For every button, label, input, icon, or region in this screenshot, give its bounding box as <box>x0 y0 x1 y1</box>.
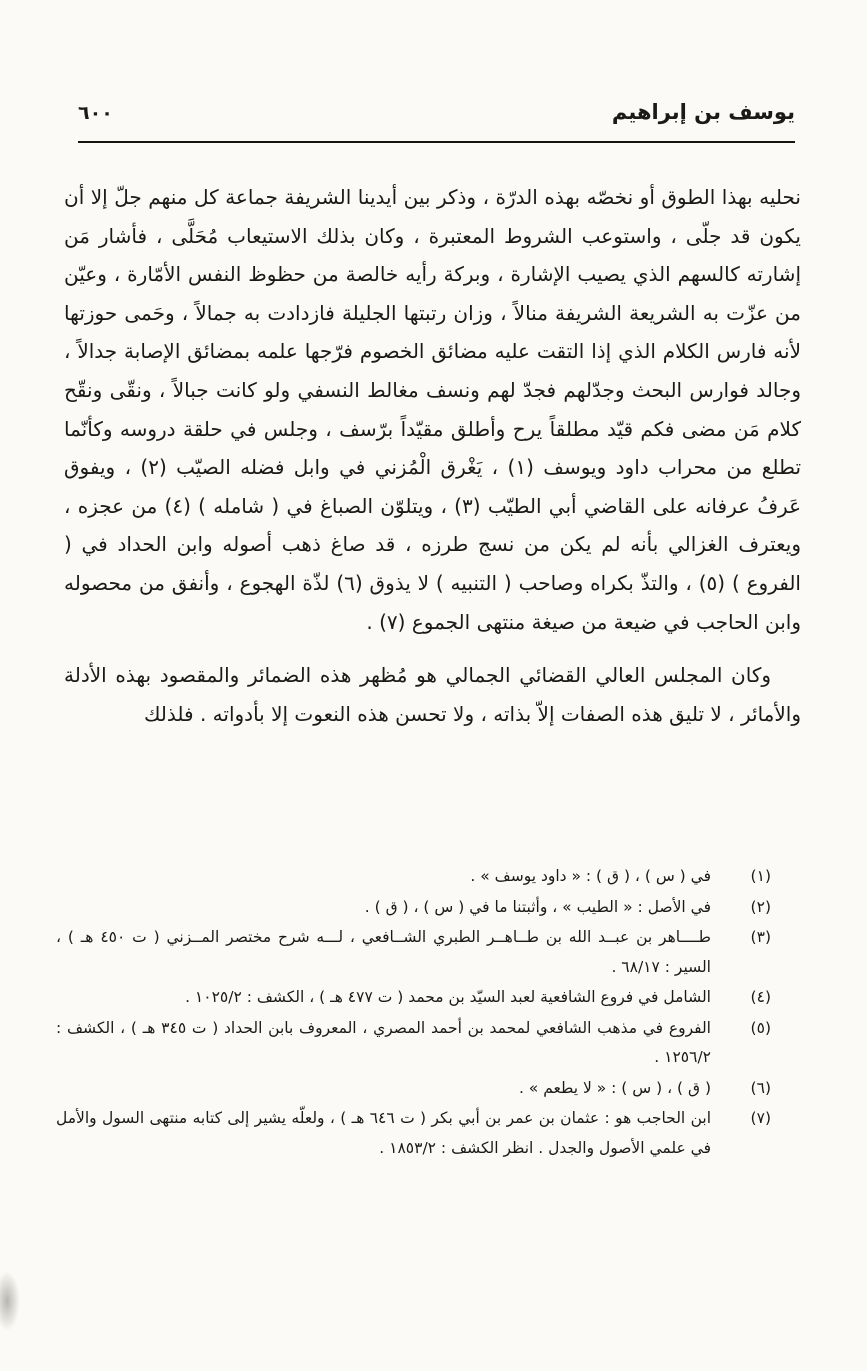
footnote-number: (١) <box>750 867 771 885</box>
footnote <box>56 1014 771 1073</box>
footnote-text: في الأصل : « الطيب » ، وأثبتنا ما في ( س ) ، ( ق ) . <box>364 897 711 916</box>
page-number: ٦٠٠ <box>78 102 113 124</box>
footnote <box>56 923 771 982</box>
running-head-title: يوسف بن إبراهيم <box>611 100 795 124</box>
footnote-text: ابن الحاجب هو : عثمان بن عمر بن أبي بكر ( ت ٦٤٦ هـ ) ، ولعلّه يشير إلى كتابه منتهى السول والأمل في علمي الأصول والجدل . انظر الكشف : ١٨٥٣/٢ . <box>56 1109 711 1157</box>
footnote-text: في ( س ) ، ( ق ) : « داود يوسف » . <box>470 867 711 885</box>
footnote-number: (٤) <box>750 988 771 1006</box>
footnote-number: (٧) <box>750 1109 771 1127</box>
paragraph-second: وكان المجلس العالي القضائي الجمالي هو مُظهر هذه الضمائر والمقصود بهذه الأدلة والأمائر ، لا تليق هذه الصفات إلاّ بذاته ، ولا تحسن هذه النعوت إلا بأدواته . فلذلك <box>64 663 801 726</box>
footnote-number: (٣) <box>750 928 771 946</box>
footnote-text: طــــاهر بن عبــد الله بن طــاهــر الطبري الشــافعي ، لـــه شرح مختصر المــزني ( ت ٤٥٠ هـ ) ، السير : ٦٨/١٧ . <box>56 928 711 976</box>
footnote-number: (٢) <box>750 897 771 916</box>
page-header <box>78 100 795 124</box>
footnote <box>56 1104 771 1163</box>
header-rule <box>78 141 795 143</box>
footnote <box>56 862 771 892</box>
scan-smudge <box>0 1271 20 1331</box>
footnote <box>56 983 771 1013</box>
footnotes-section <box>56 862 771 1164</box>
footnote <box>56 1074 771 1104</box>
footnote-text: ( ق ) ، ( س ) : « لا يطعم » . <box>518 1078 711 1097</box>
paragraph-main: نحليه بهذا الطوق أو نخصّه بهذه الدرّة ، وذكر بين أيدينا الشريفة جماعة كل منهم جلّ إلا أن يكون قد جلّى ، واستوعب الشروط المعتبرة ، وكان بذلك الاستيعاب مُحَلَّى ، فأشار مَن إشارته كالسهم الذي يصيب الإشارة ، وبركة رأيه خالصة من حظوظ النفس الأمّارة ، وعيّن من عزّت به الشريعة الشريفة منالاً ، وزان رتبتها الجليلة فازدادت به جمالاً ، وحَمى حوزتها لأنه فارس الكلام الذي إذا التقت عليه مضائق الخصوم فرّجها علمه بمضائق الإصابة جدالاً ، وجالد فوارس البحث وجدّلهم فجدّ لهم ونسف مغالط النسفي ولو كانت جبالاً ، ونقّى ونقّح كلام مَن مضى فكم قيّد مطلقاً يرح وأطلق مقيّداً برّسف ، وجلس في حلقة دروسه وكأنّما تطلع من محراب داود ويوسف (١) ، يَغْرق الْمُزني في وابل فضله الصيّب (٢) ، ويفوق عَرفُ عرفانه على القاضي أبي الطيّب (٣) ، ويتلوّن الصباغ في ( شامله ) (٤) من عجزه ، ويعترف الغزالي بأنه لم يكن من نسج طرزه ، قد صاغ ذهب أصوله وابن الحداد في ( الفروع ) (٥) ، والتذّ بكراه وصاحب ( التنبيه ) لا يذوق (٦) لذّة الهجوع ، وأنفق من محصوله وابن الحاجب في ضيعة من صيغة منتهى الجموع (٧) . <box>64 185 802 634</box>
footnote-number: (٦) <box>750 1078 771 1097</box>
footnote-text: الفروع في مذهب الشافعي لمحمد بن أحمد المصري ، المعروف بابن الحداد ( ت ٣٤٥ هـ ) ، الكشف : ١٢٥٦/٢ . <box>56 1018 711 1066</box>
footnote-text: الشامل في فروع الشافعية لعبد السيّد بن محمد ( ت ٤٧٧ هـ ) ، الكشف : ١٠٢٥/٢ . <box>185 988 711 1006</box>
body-text <box>64 178 801 733</box>
footnote-number: (٥) <box>750 1018 771 1037</box>
footnote <box>56 893 771 923</box>
